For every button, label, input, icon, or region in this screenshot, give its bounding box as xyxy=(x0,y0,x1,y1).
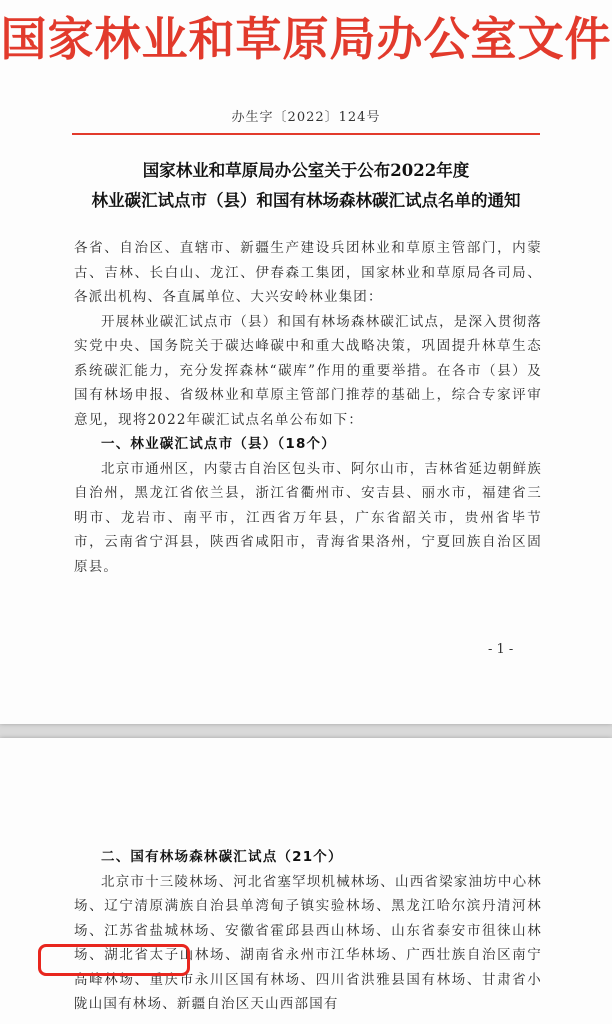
section-2-heading: 二、国有林场森林碳汇试点（21个） xyxy=(101,849,343,865)
section-1-heading: 一、林业碳汇试点市（县）（18个） xyxy=(101,436,336,452)
title-line-1: 国家林业和草原局办公室关于公布2022年度 xyxy=(142,161,470,180)
page-1-body xyxy=(74,236,542,579)
section-2-list-part-1: 北京市十三陵林场、河北省塞罕坝机械林场、山西省梁家油坊中心林场、辽宁清原满族自治县单湾甸子镇实验林场、黑龙江哈尔滨丹清河林场、江苏省盐城林场、安徽省霍邱县西山林场、山东省 xyxy=(74,873,542,939)
document-number: 办生字〔2022〕124号 xyxy=(231,110,381,125)
addressees-paragraph: 各省、自治区、直辖市、新疆生产建设兵团林业和草原主管部门，内蒙古、吉林、长白山、龙江、伊春森工集团，国家林业和草原局各司局、各派出机构、各直属单位、大兴安岭林业集团： xyxy=(74,240,542,305)
title-line-2: 林业碳汇试点市（县）和国有林场森林碳汇试点名单的通知 xyxy=(91,191,521,210)
highlighted-forest-farm: 泰安市徂徕山林场 xyxy=(74,922,542,963)
section-1-list: 北京市通州区，内蒙古自治区包头市、阿尔山市，吉林省延边朝鲜族自治州，黑龙江省依兰县，浙江省衢州市、安吉县、丽水市，福建省三明市、龙岩市、南平市，江西省万年县，广东省韶关市，贵州省毕节市，云南省宁洱县，陕西省咸阳市，青海省果洛州，宁夏回族自治区固原县。 xyxy=(74,460,542,575)
section-2-list-part-2: 、湖北省太子山林场、湖南省永州市江华林场、广西壮族自治区南宁高峰林场、重庆市永川区国有林场、四川省洪雅县国有林场、甘肃省小陇山国有林场、新疆自治区天山西部国有 xyxy=(74,947,543,1012)
red-divider-line xyxy=(72,133,540,135)
agency-banner: 国家林业和草原局办公室文件 xyxy=(0,12,612,66)
red-highlight-box xyxy=(38,944,190,976)
page-number: - 1 - xyxy=(488,642,514,657)
page-2-body xyxy=(74,845,542,1017)
intro-paragraph: 开展林业碳汇试点市（县）和国有林场森林碳汇试点，是深入贯彻落实党中央、国务院关于碳达峰碳中和重大战略决策，巩固提升林草生态系统碳汇能力，充分发挥森林“碳库”作用的重要举措。在各市（县）及国有林场申报、省级林业和草原主管部门推荐的基础上，综合专家评审意见，现将2022年碳汇试点名单公布如下： xyxy=(74,313,542,428)
document-title xyxy=(0,156,612,216)
section-2-list xyxy=(74,870,542,1017)
